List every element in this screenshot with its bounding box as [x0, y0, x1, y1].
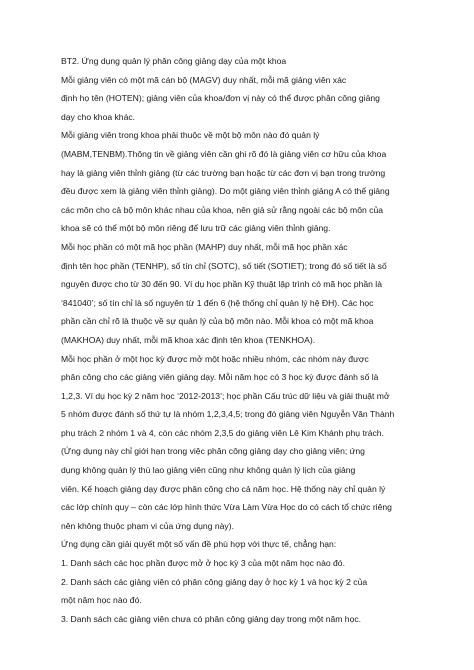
- text-line: ‘841040’; số tín chỉ là số nguyên từ 1 đến 6 (hệ thống chỉ quản lý hệ ĐH). Các học: [61, 297, 374, 308]
- text-line: khoa sẽ có thể một bộ môn riêng để lưu trữ các giảng viên thỉnh giảng.: [61, 223, 331, 234]
- text-line: dạy cho khoa khác.: [61, 111, 136, 122]
- list-item: 1. Danh sách các học phần được mở ở học kỳ 3 của một năm học nào đó.: [61, 558, 345, 569]
- text-line: Mỗi giảng viên có một mã cán bộ (MAGV) duy nhất, mỗi mã giảng viên xác: [61, 74, 347, 85]
- text-line: (MABM,TENBM).Thông tin về giảng viên cần ghi rõ đó là giảng viên cơ hữu của khoa: [61, 148, 387, 159]
- text-line: Mỗi học phần ở một học kỳ được mở một hoặc nhiều nhóm, các nhóm này được: [61, 353, 369, 364]
- list-item: 3. Danh sách các giảng viên chưa có phân công giảng dạy trong một năm học.: [61, 613, 362, 624]
- text-line: hay là giảng viên thỉnh giảng (từ các trường bạn hoặc từ các đơn vị bạn trong trường: [61, 167, 386, 178]
- document-title: BT2. Ứng dụng quản lý phân công giảng dạy của một khoa: [61, 56, 287, 66]
- text-line: phân công cho các giảng viên giảng dạy. Mỗi năm học có 3 học kỳ được đánh số là: [61, 372, 379, 383]
- text-line: dụng không quản lý thù lao giảng viên cũng như không quản lý lịch của giảng: [61, 465, 356, 476]
- text-line: (Ứng dụng này chỉ giới hạn trong việc phân công giảng dạy cho giảng viên; ứng: [61, 446, 365, 457]
- text-line: định họ tên (HOTEN); giảng viên của khoa/đơn vị này có thể được phân công giảng: [61, 93, 380, 104]
- text-line: phụ trách 2 nhóm 1 và 4, còn các nhóm 2,3,5 do giảng viên Lê Kim Khánh phụ trách.: [61, 427, 384, 438]
- text-line: các lớp chính quy – còn các lớp hình thức Vừa Làm Vừa Học do có cách tổ chức riêng: [61, 502, 392, 513]
- text-line: viên. Kế hoạch giảng dạy được phân công cho cả năm học. Hệ thống này chỉ quản lý: [61, 483, 386, 494]
- text-line: (MAKHOA) duy nhất, mỗi mã khoa xác định tên khoa (TENKHOA).: [61, 334, 316, 345]
- text-line: Ứng dụng cần giải quyết một số vấn đề phù hợp với thực tế, chẳng hạn:: [61, 539, 337, 550]
- text-line: phần cần chỉ rõ là thuộc về sự quản lý của bộ môn nào. Mỗi khoa có một mã khoa: [61, 316, 374, 327]
- text-line: Mỗi giảng viên trong khoa phải thuộc về một bộ môn nào đó quản lý: [61, 130, 320, 141]
- document-body: [61, 52, 456, 628]
- text-line: đều được xem là giảng viên thỉnh giảng). Do một giảng viên thỉnh giảng A có thể giảng: [61, 186, 390, 197]
- text-line: nên không thuộc phạm vi của ứng dụng này).: [61, 520, 234, 531]
- text-line: 5 nhóm được đánh số thứ tự là nhóm 1,2,3,4,5; trong đó giảng viên Nguyễn Văn Thành: [61, 409, 395, 420]
- text-line: nguyên được cho từ 30 đến 90. Ví dụ học phần Kỹ thuật lập trình có mã học phần là: [61, 279, 382, 290]
- list-item-continuation: một năm học nào đó.: [61, 595, 142, 606]
- text-line: định tên học phần (TENHP), số tín chỉ (SOTC), số tiết (SOTIET); trong đó số tiết là số: [61, 260, 387, 271]
- text-line: các môn cho cả bộ môn khác nhau của khoa, nên giả sử rằng ngoài các bộ môn của: [61, 204, 384, 215]
- text-line: Mỗi học phần có một mã học phần (MAHP) duy nhất, mỗi mã học phần xác: [61, 241, 348, 252]
- list-item: 2. Danh sách các giảng viên có phân công giảng dạy ở học kỳ 1 và học kỳ 2 của: [61, 576, 368, 587]
- text-line: 1,2,3. Ví dụ học kỳ 2 năm học ‘2012-2013’; học phần Cấu trúc dữ liệu và giải thuật mở: [61, 390, 390, 401]
